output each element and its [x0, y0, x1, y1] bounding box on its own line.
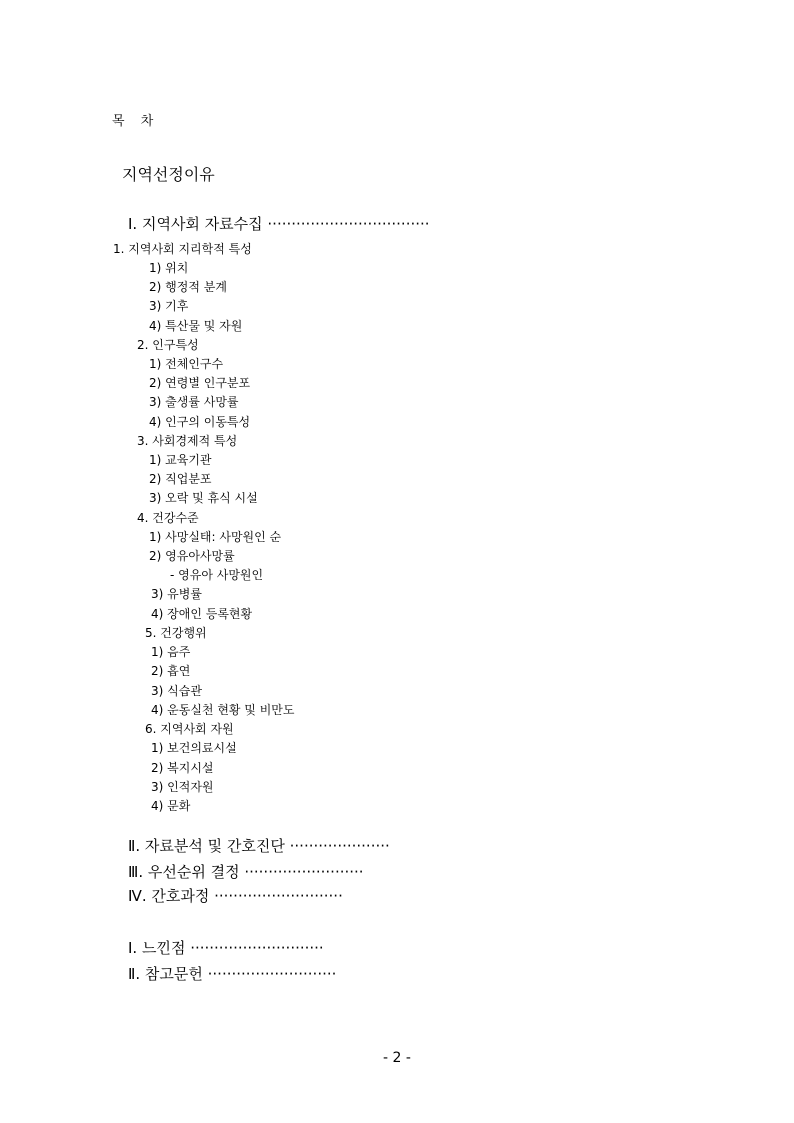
toc-item: 3) 오락 및 휴식 시설	[149, 491, 258, 505]
toc-item: 3) 인적자원	[151, 780, 214, 794]
toc-item: 4) 장애인 등록현황	[151, 607, 253, 621]
section-5: Ⅰ. 느낀점 ····························	[128, 939, 324, 957]
toc-item: 1) 위치	[149, 261, 189, 275]
toc-item: 3) 출생률 사망률	[149, 395, 239, 409]
toc-item: 4) 운동실천 현황 및 비만도	[151, 703, 295, 717]
toc-item: 6. 지역사회 자원	[145, 722, 234, 736]
page-number: - 2 -	[383, 1050, 411, 1066]
toc-item: 1) 사망실태: 사망원인 순	[149, 530, 282, 544]
section-1: Ⅰ. 지역사회 자료수집 ··································	[128, 215, 430, 233]
toc-item: 3) 유병률	[151, 587, 202, 601]
toc-item: 3. 사회경제적 특성	[137, 434, 238, 448]
toc-item: - 영유아 사망원인	[170, 568, 264, 582]
toc-item: 1) 음주	[151, 645, 191, 659]
toc-item: 4. 건강수준	[137, 511, 199, 525]
toc-item: 3) 기후	[149, 299, 189, 313]
section-4: Ⅳ. 간호과정 ···························	[128, 887, 343, 905]
toc-item: 1) 보건의료시설	[151, 741, 237, 755]
toc-item: 2) 흡연	[151, 664, 191, 678]
section-6: Ⅱ. 참고문헌 ···························	[128, 965, 337, 983]
toc-item: 1) 교육기관	[149, 453, 212, 467]
toc-item: 1) 전체인구수	[149, 357, 224, 371]
toc-item: 2. 인구특성	[137, 338, 199, 352]
toc-item: 3) 식습관	[151, 684, 202, 698]
toc-heading: 목 차	[112, 114, 160, 129]
toc-item: 2) 영유아사망률	[149, 549, 235, 563]
toc-item: 5. 건강행위	[145, 626, 207, 640]
toc-item: 4) 문화	[151, 799, 191, 813]
toc-item: 2) 행정적 분계	[149, 280, 227, 294]
toc-item: 4) 인구의 이동특성	[149, 415, 251, 429]
toc-item: 2) 연령별 인구분포	[149, 376, 251, 390]
toc-item: 4) 특산물 및 자원	[149, 319, 243, 333]
toc-item: 2) 복지시설	[151, 761, 214, 775]
section-3: Ⅲ. 우선순위 결정 ·························	[128, 863, 364, 881]
toc-item: 1. 지역사회 지리학적 특성	[113, 242, 252, 256]
selection-reason: 지역선정이유	[122, 165, 215, 184]
section-2: Ⅱ. 자료분석 및 간호진단 ·····················	[128, 837, 390, 855]
toc-item: 2) 직업분포	[149, 472, 212, 486]
